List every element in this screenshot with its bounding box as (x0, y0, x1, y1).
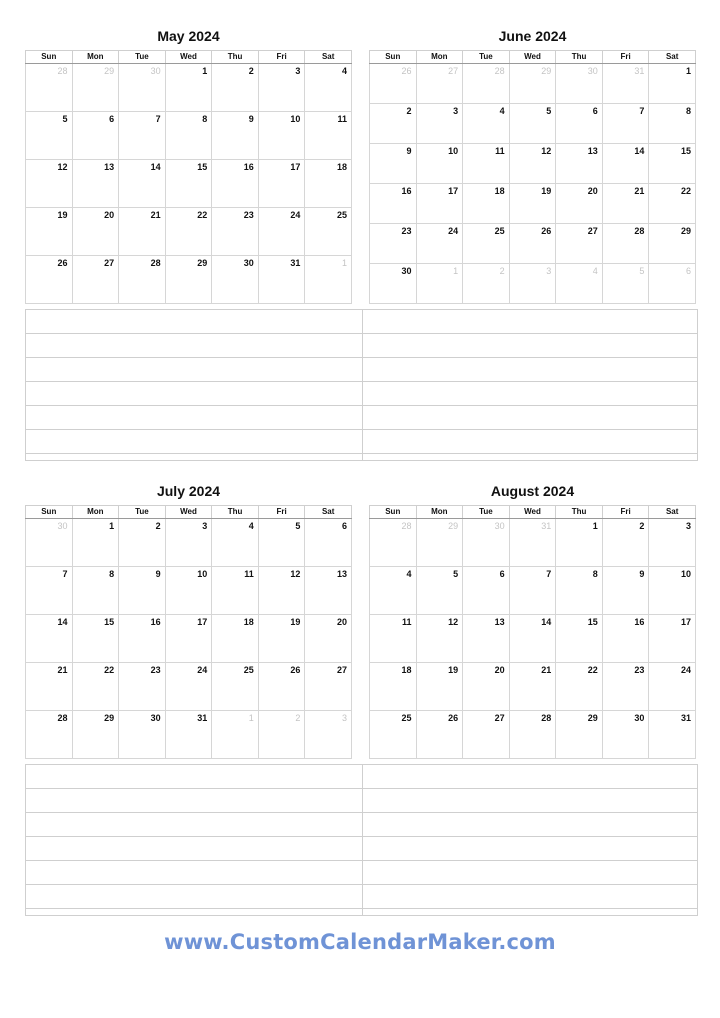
week-row (370, 184, 696, 224)
day-cell: 19 (26, 208, 73, 256)
weekday-header: Fri (258, 51, 305, 64)
day-cell-adjacent-month: 1 (212, 711, 259, 759)
day-cell: 8 (556, 567, 603, 615)
week-row (370, 144, 696, 184)
weekday-header: Sun (370, 51, 417, 64)
day-cell: 5 (26, 112, 73, 160)
day-cell: 3 (258, 64, 305, 112)
weekday-header: Mon (72, 506, 119, 519)
day-cell: 24 (165, 663, 212, 711)
notes-area-top (25, 309, 698, 461)
week-row (370, 224, 696, 264)
weekday-header: Fri (258, 506, 305, 519)
week-row (26, 519, 352, 567)
note-line (26, 334, 697, 358)
day-cell-adjacent-month: 31 (602, 64, 649, 104)
day-cell: 26 (26, 256, 73, 304)
day-cell: 10 (165, 567, 212, 615)
note-line (26, 789, 697, 813)
week-row (26, 711, 352, 759)
day-cell: 30 (602, 711, 649, 759)
day-cell-adjacent-month: 4 (556, 264, 603, 304)
day-cell: 10 (258, 112, 305, 160)
day-cell: 31 (258, 256, 305, 304)
note-line (26, 813, 697, 837)
day-cell: 1 (72, 519, 119, 567)
day-cell: 18 (463, 184, 510, 224)
day-cell: 25 (212, 663, 259, 711)
day-cell: 6 (305, 519, 352, 567)
day-cell: 15 (649, 144, 696, 184)
day-cell: 22 (649, 184, 696, 224)
weekday-header: Thu (556, 506, 603, 519)
note-line (26, 358, 697, 382)
week-row (370, 519, 696, 567)
day-cell: 6 (556, 104, 603, 144)
day-cell: 16 (370, 184, 417, 224)
weekday-header: Sat (649, 51, 696, 64)
week-row (26, 64, 352, 112)
day-cell-adjacent-month: 29 (72, 64, 119, 112)
day-cell: 1 (556, 519, 603, 567)
day-cell: 24 (649, 663, 696, 711)
day-cell: 27 (72, 256, 119, 304)
day-cell: 7 (119, 112, 166, 160)
day-cell-adjacent-month: 2 (463, 264, 510, 304)
day-cell: 22 (72, 663, 119, 711)
day-cell-adjacent-month: 30 (119, 64, 166, 112)
day-cell: 13 (463, 615, 510, 663)
day-cell: 9 (212, 112, 259, 160)
day-cell: 24 (416, 224, 463, 264)
day-cell-adjacent-month: 6 (649, 264, 696, 304)
day-cell: 26 (416, 711, 463, 759)
weekday-header: Tue (119, 51, 166, 64)
weekday-header: Thu (212, 506, 259, 519)
day-cell: 30 (212, 256, 259, 304)
day-cell: 29 (72, 711, 119, 759)
footer-website-link[interactable]: www.CustomCalendarMaker.com (164, 930, 556, 954)
day-cell: 13 (305, 567, 352, 615)
day-cell: 24 (258, 208, 305, 256)
note-line (26, 430, 697, 454)
day-cell-adjacent-month: 3 (509, 264, 556, 304)
week-row (370, 711, 696, 759)
calendar-august-2024 (369, 479, 696, 759)
day-cell: 12 (509, 144, 556, 184)
week-row (26, 256, 352, 304)
day-cell: 14 (509, 615, 556, 663)
month-grid (25, 505, 352, 759)
day-cell: 15 (72, 615, 119, 663)
weekday-header: Wed (165, 51, 212, 64)
month-title: May 2024 (157, 28, 220, 44)
day-cell: 2 (602, 519, 649, 567)
day-cell: 23 (602, 663, 649, 711)
day-cell: 5 (509, 104, 556, 144)
weekday-header: Sun (26, 51, 73, 64)
day-cell: 9 (119, 567, 166, 615)
calendar-may-2024 (25, 24, 352, 304)
day-cell-adjacent-month: 27 (416, 64, 463, 104)
day-cell: 23 (370, 224, 417, 264)
day-cell: 17 (165, 615, 212, 663)
day-cell: 3 (416, 104, 463, 144)
day-cell-adjacent-month: 1 (305, 256, 352, 304)
month-title: July 2024 (156, 483, 221, 499)
day-cell: 7 (509, 567, 556, 615)
day-cell: 13 (556, 144, 603, 184)
week-row (26, 208, 352, 256)
week-row (370, 64, 696, 104)
day-cell: 21 (509, 663, 556, 711)
day-cell: 10 (416, 144, 463, 184)
day-cell: 4 (212, 519, 259, 567)
month-grid (369, 505, 696, 759)
day-cell: 14 (119, 160, 166, 208)
day-cell: 29 (165, 256, 212, 304)
day-cell: 31 (165, 711, 212, 759)
day-cell: 6 (463, 567, 510, 615)
day-cell: 29 (556, 711, 603, 759)
day-cell: 17 (649, 615, 696, 663)
day-cell: 20 (463, 663, 510, 711)
month-grid (25, 50, 352, 304)
day-cell-adjacent-month: 5 (602, 264, 649, 304)
day-cell: 14 (26, 615, 73, 663)
month-grid (369, 50, 696, 304)
day-cell: 9 (370, 144, 417, 184)
day-cell: 17 (258, 160, 305, 208)
day-cell: 25 (463, 224, 510, 264)
day-cell: 16 (602, 615, 649, 663)
day-cell: 8 (649, 104, 696, 144)
day-cell: 11 (463, 144, 510, 184)
day-cell: 22 (556, 663, 603, 711)
weekday-header: Mon (416, 51, 463, 64)
week-row (26, 112, 352, 160)
day-cell: 30 (119, 711, 166, 759)
day-cell: 12 (258, 567, 305, 615)
day-cell: 28 (119, 256, 166, 304)
week-row (26, 663, 352, 711)
day-cell-adjacent-month: 29 (509, 64, 556, 104)
weekday-header: Fri (602, 51, 649, 64)
day-cell-adjacent-month: 29 (416, 519, 463, 567)
month-title: June 2024 (498, 28, 567, 44)
day-cell: 25 (370, 711, 417, 759)
day-cell: 18 (370, 663, 417, 711)
weekday-header: Thu (212, 51, 259, 64)
week-row (370, 104, 696, 144)
day-cell: 7 (602, 104, 649, 144)
day-cell-adjacent-month: 28 (463, 64, 510, 104)
week-row (26, 160, 352, 208)
day-cell: 1 (649, 64, 696, 104)
day-cell-adjacent-month: 2 (258, 711, 305, 759)
day-cell-adjacent-month: 30 (556, 64, 603, 104)
day-cell: 10 (649, 567, 696, 615)
day-cell: 28 (602, 224, 649, 264)
day-cell: 2 (119, 519, 166, 567)
day-cell: 22 (165, 208, 212, 256)
weekday-header: Sun (26, 506, 73, 519)
week-row (370, 567, 696, 615)
day-cell: 2 (370, 104, 417, 144)
day-cell: 5 (416, 567, 463, 615)
weekday-header: Sat (649, 506, 696, 519)
weekday-header: Sat (305, 506, 352, 519)
day-cell-adjacent-month: 28 (26, 64, 73, 112)
week-row (370, 615, 696, 663)
day-cell: 7 (26, 567, 73, 615)
note-line (26, 837, 697, 861)
day-cell: 11 (370, 615, 417, 663)
day-cell: 30 (370, 264, 417, 304)
day-cell: 26 (258, 663, 305, 711)
day-cell: 1 (165, 64, 212, 112)
day-cell: 8 (72, 567, 119, 615)
note-line (26, 406, 697, 430)
day-cell: 20 (72, 208, 119, 256)
weekday-header: Mon (416, 506, 463, 519)
day-cell: 12 (26, 160, 73, 208)
day-cell: 20 (305, 615, 352, 663)
day-cell: 6 (72, 112, 119, 160)
day-cell-adjacent-month: 28 (370, 519, 417, 567)
weekday-header: Thu (556, 51, 603, 64)
month-title: August 2024 (490, 483, 575, 499)
week-row (370, 663, 696, 711)
day-cell: 28 (509, 711, 556, 759)
day-cell: 23 (212, 208, 259, 256)
day-cell: 15 (165, 160, 212, 208)
day-cell: 5 (258, 519, 305, 567)
day-cell: 28 (26, 711, 73, 759)
day-cell: 25 (305, 208, 352, 256)
day-cell: 26 (509, 224, 556, 264)
day-cell-adjacent-month: 31 (509, 519, 556, 567)
day-cell: 16 (212, 160, 259, 208)
day-cell: 3 (649, 519, 696, 567)
day-cell: 16 (119, 615, 166, 663)
day-cell: 19 (509, 184, 556, 224)
notes-area-bottom (25, 764, 698, 916)
weekday-header: Sun (370, 506, 417, 519)
day-cell: 9 (602, 567, 649, 615)
week-row (370, 264, 696, 304)
day-cell: 4 (305, 64, 352, 112)
day-cell: 21 (119, 208, 166, 256)
day-cell: 11 (305, 112, 352, 160)
day-cell: 20 (556, 184, 603, 224)
weekday-header: Tue (119, 506, 166, 519)
note-line (26, 909, 697, 915)
calendar-june-2024 (369, 24, 696, 304)
day-cell: 23 (119, 663, 166, 711)
note-line (26, 382, 697, 406)
day-cell: 8 (165, 112, 212, 160)
day-cell: 3 (165, 519, 212, 567)
note-line (26, 885, 697, 909)
weekday-header: Mon (72, 51, 119, 64)
calendar-july-2024 (25, 479, 352, 759)
week-row (26, 615, 352, 663)
day-cell: 14 (602, 144, 649, 184)
weekday-header: Tue (463, 51, 510, 64)
week-row (26, 567, 352, 615)
day-cell: 21 (26, 663, 73, 711)
day-cell: 19 (258, 615, 305, 663)
day-cell: 4 (463, 104, 510, 144)
day-cell: 29 (649, 224, 696, 264)
day-cell: 19 (416, 663, 463, 711)
day-cell: 18 (305, 160, 352, 208)
note-line (26, 861, 697, 885)
day-cell: 11 (212, 567, 259, 615)
day-cell: 13 (72, 160, 119, 208)
day-cell: 2 (212, 64, 259, 112)
day-cell: 31 (649, 711, 696, 759)
weekday-header: Sat (305, 51, 352, 64)
note-line (26, 454, 697, 460)
day-cell: 12 (416, 615, 463, 663)
day-cell-adjacent-month: 30 (463, 519, 510, 567)
day-cell-adjacent-month: 3 (305, 711, 352, 759)
day-cell: 4 (370, 567, 417, 615)
day-cell-adjacent-month: 1 (416, 264, 463, 304)
day-cell: 27 (556, 224, 603, 264)
day-cell: 17 (416, 184, 463, 224)
weekday-header: Wed (165, 506, 212, 519)
day-cell: 18 (212, 615, 259, 663)
day-cell: 27 (305, 663, 352, 711)
day-cell: 15 (556, 615, 603, 663)
weekday-header: Fri (602, 506, 649, 519)
day-cell: 21 (602, 184, 649, 224)
day-cell-adjacent-month: 26 (370, 64, 417, 104)
note-line (26, 765, 697, 789)
day-cell: 27 (463, 711, 510, 759)
weekday-header: Wed (509, 51, 556, 64)
note-line (26, 310, 697, 334)
weekday-header: Tue (463, 506, 510, 519)
weekday-header: Wed (509, 506, 556, 519)
day-cell-adjacent-month: 30 (26, 519, 73, 567)
